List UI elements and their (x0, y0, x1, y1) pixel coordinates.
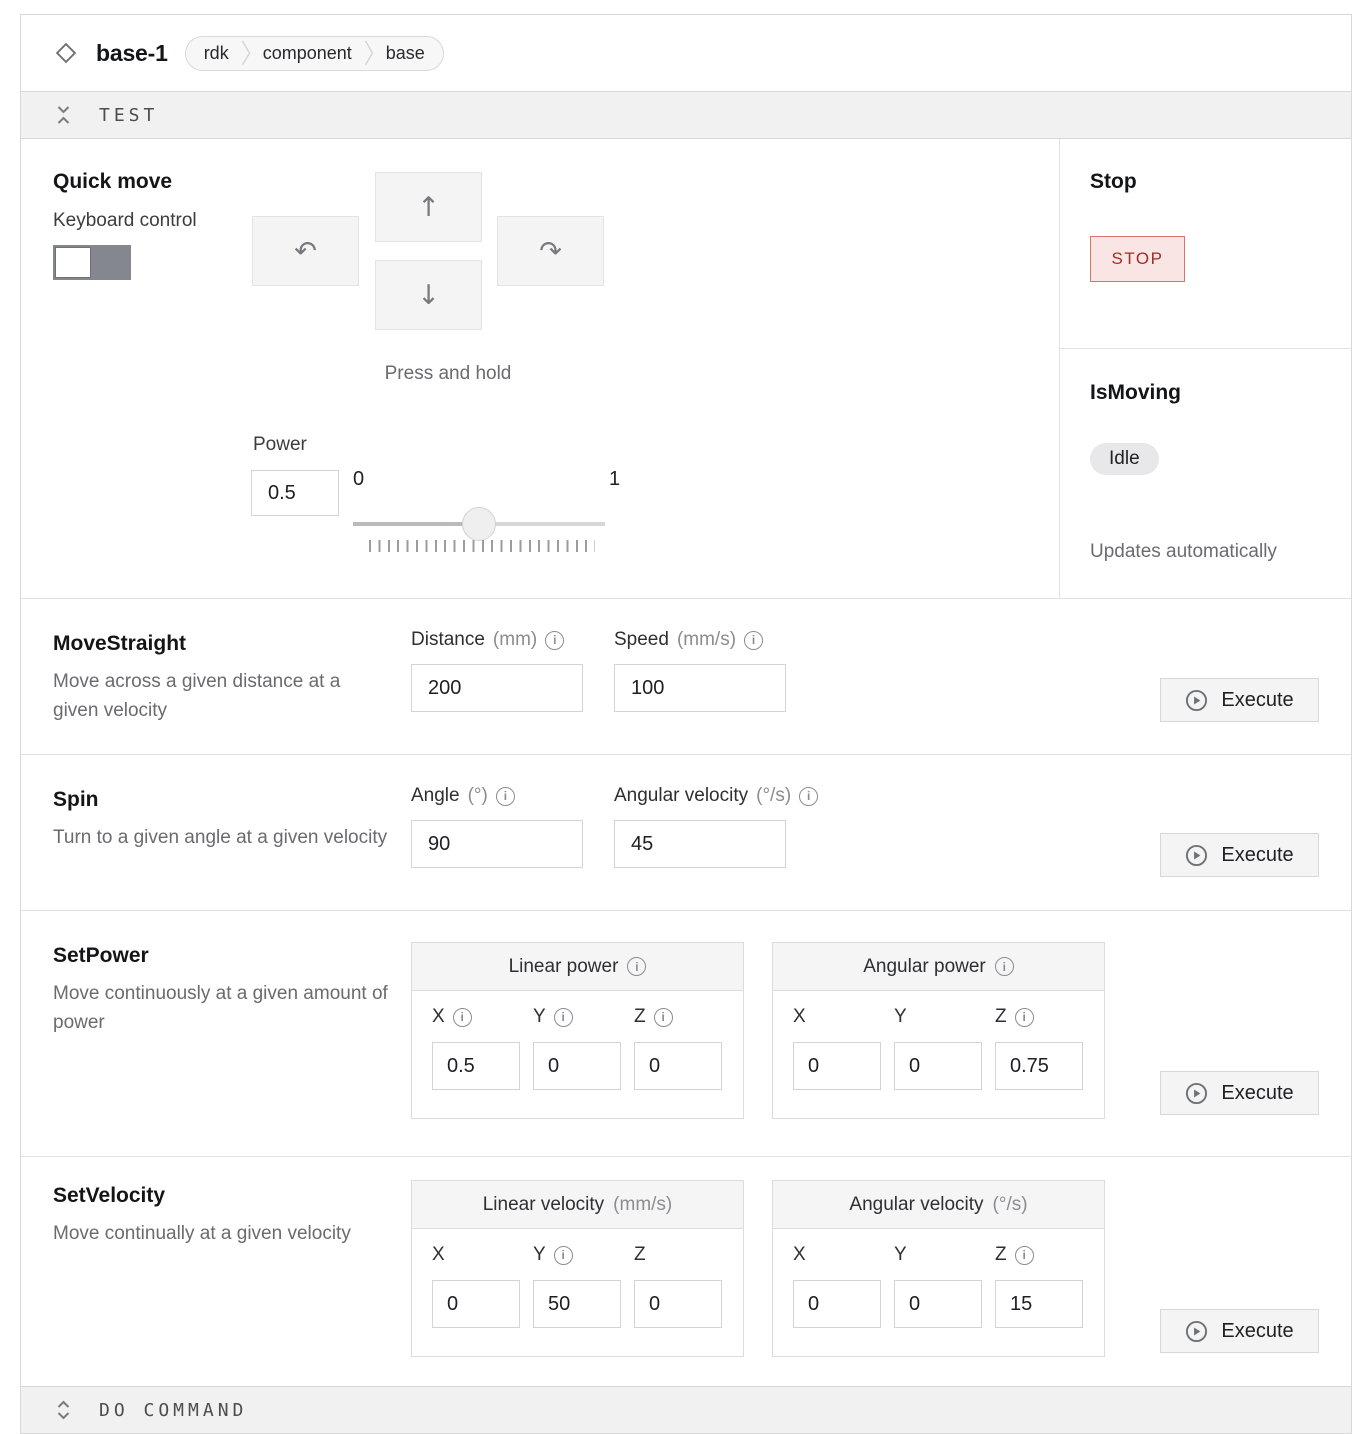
distance-input[interactable] (411, 664, 583, 712)
axis-y (533, 1005, 621, 1090)
linear-velocity-group (411, 1180, 744, 1357)
info-icon[interactable]: i (995, 957, 1014, 976)
test-section-label: TEST (99, 104, 159, 126)
breadcrumb (185, 36, 444, 71)
axis-y (533, 1243, 621, 1328)
angle-unit: (°) (467, 785, 488, 806)
setpower-description: Move continuously at a given amount of power (53, 983, 388, 1033)
breadcrumb-item: rdk (203, 42, 229, 63)
axis-y (894, 1005, 982, 1090)
execute-label: Execute (1221, 688, 1294, 711)
component-title: base-1 (96, 39, 168, 66)
play-icon (1185, 1320, 1208, 1343)
angular-power-group-title: Angular power (863, 955, 986, 977)
setvelocity-title: SetVelocity (53, 1184, 166, 1207)
axis-y (894, 1243, 982, 1328)
power-label: Power (253, 434, 307, 455)
slider-max-label: 1 (609, 468, 621, 490)
breadcrumb-separator-icon (241, 39, 251, 67)
quick-move-panel (21, 139, 1059, 598)
angular-power-x-input[interactable] (793, 1042, 881, 1090)
axis-x (793, 1005, 881, 1090)
move-backward-button[interactable] (375, 260, 482, 330)
angular-velocity-group-title: Angular velocity (849, 1193, 984, 1215)
info-icon[interactable]: i (545, 631, 564, 650)
breadcrumb-separator-icon (364, 39, 374, 67)
rotate-counterclockwise-icon: ↶ (294, 235, 317, 267)
arrow-up-icon: ↑ (417, 191, 440, 223)
execute-label: Execute (1221, 843, 1294, 866)
spin-execute-button[interactable] (1160, 833, 1319, 877)
angular-velocity-group (772, 1180, 1105, 1357)
info-icon[interactable]: i (453, 1008, 472, 1027)
breadcrumb-item: component (262, 42, 352, 63)
setpower-row (21, 910, 1351, 1156)
power-slider-ticks (369, 540, 595, 552)
linear-power-z-input[interactable] (634, 1042, 722, 1090)
axis-z (995, 1243, 1083, 1328)
breadcrumb-item: base (385, 42, 425, 63)
ismoving-status-badge: Idle (1090, 443, 1159, 475)
play-icon (1185, 844, 1208, 867)
linear-velocity-group-unit: (mm/s) (613, 1193, 673, 1215)
angle-label: Angle (411, 785, 460, 806)
collapse-icon[interactable] (56, 104, 71, 126)
stop-title: Stop (1090, 170, 1137, 193)
angular-velocity-label: Angular velocity (614, 785, 749, 806)
setpower-title: SetPower (53, 944, 149, 967)
movestraight-row (21, 598, 1351, 754)
info-icon[interactable]: i (554, 1246, 573, 1265)
linear-velocity-x-input[interactable] (432, 1280, 520, 1328)
spin-description: Turn to a given angle at a given velocity (53, 827, 388, 848)
linear-power-group-title: Linear power (508, 955, 619, 977)
press-and-hold-hint: Press and hold (384, 363, 512, 384)
toggle-knob (55, 247, 91, 278)
movestraight-title: MoveStraight (53, 632, 187, 655)
speed-unit: (mm/s) (676, 629, 737, 650)
setpower-execute-button[interactable] (1160, 1071, 1319, 1115)
axis-z (995, 1005, 1083, 1090)
axis-label: Z (634, 1244, 646, 1265)
info-icon[interactable]: i (554, 1008, 573, 1027)
ismoving-title: IsMoving (1090, 381, 1182, 404)
quick-move-title: Quick move (53, 170, 173, 193)
move-forward-button[interactable] (375, 172, 482, 242)
base-component-icon (53, 40, 79, 66)
linear-power-group (411, 942, 744, 1119)
axis-label: Y (894, 1006, 907, 1027)
angular-velocity-y-input[interactable] (894, 1280, 982, 1328)
setvelocity-description: Move continually at a given velocity (53, 1223, 351, 1244)
angle-input[interactable] (411, 820, 583, 868)
arrow-down-icon: ↓ (417, 279, 440, 311)
angular-power-y-input[interactable] (894, 1042, 982, 1090)
movestraight-description: Move across a given distance at a given velocity (53, 671, 341, 721)
do-command-section-label: DO COMMAND (99, 1399, 248, 1421)
axis-x (432, 1243, 520, 1328)
angular-velocity-z-input[interactable] (995, 1280, 1083, 1328)
linear-velocity-z-input[interactable] (634, 1280, 722, 1328)
play-icon (1185, 689, 1208, 712)
keyboard-control-toggle[interactable] (53, 245, 131, 280)
ismoving-panel (1060, 349, 1351, 598)
info-icon[interactable]: i (744, 631, 763, 650)
angular-velocity-group-unit: (°/s) (992, 1193, 1028, 1215)
speed-label: Speed (614, 629, 669, 650)
angle-field (411, 784, 583, 868)
distance-label: Distance (411, 629, 485, 650)
info-icon[interactable]: i (1015, 1008, 1034, 1027)
distance-unit: (mm) (492, 629, 538, 650)
power-slider-handle[interactable] (462, 507, 496, 541)
angular-velocity-x-input[interactable] (793, 1280, 881, 1328)
rotate-clockwise-icon: ↷ (539, 235, 562, 267)
rotate-clockwise-button[interactable] (497, 216, 604, 286)
info-icon[interactable]: i (627, 957, 646, 976)
ismoving-note: Updates automatically (1090, 541, 1277, 562)
speed-field (614, 628, 786, 712)
component-card (20, 14, 1352, 1434)
linear-power-x-input[interactable] (432, 1042, 520, 1090)
linear-velocity-y-input[interactable] (533, 1280, 621, 1328)
info-icon[interactable]: i (654, 1008, 673, 1027)
setvelocity-execute-button[interactable] (1160, 1309, 1319, 1353)
test-section-header[interactable] (21, 91, 1351, 138)
axis-label: Y (894, 1244, 907, 1265)
angular-velocity-input[interactable] (614, 820, 786, 868)
axis-label: Y (533, 1006, 546, 1027)
component-header (21, 15, 1351, 91)
movestraight-execute-button[interactable] (1160, 678, 1319, 722)
axis-label: Y (533, 1244, 546, 1265)
do-command-section-header[interactable] (21, 1386, 1351, 1433)
linear-velocity-group-title: Linear velocity (482, 1193, 605, 1215)
axis-label: X (793, 1006, 806, 1027)
test-panel-top-row (21, 138, 1351, 598)
stop-panel (1060, 139, 1351, 349)
axis-x (793, 1243, 881, 1328)
slider-min-label: 0 (353, 468, 365, 490)
axis-z (634, 1005, 722, 1090)
execute-label: Execute (1221, 1081, 1294, 1104)
keyboard-control-label: Keyboard control (53, 210, 197, 231)
execute-label: Execute (1221, 1319, 1294, 1342)
speed-input[interactable] (614, 664, 786, 712)
play-icon (1185, 1082, 1208, 1105)
status-column (1059, 139, 1351, 598)
distance-field (411, 628, 583, 712)
axis-label: X (793, 1244, 806, 1265)
linear-power-y-input[interactable] (533, 1042, 621, 1090)
axis-z (634, 1243, 722, 1328)
spin-row (21, 754, 1351, 910)
info-icon[interactable]: i (1015, 1246, 1034, 1265)
axis-label: X (432, 1244, 445, 1265)
axis-label: Z (634, 1006, 646, 1027)
axis-label: Z (995, 1006, 1007, 1027)
angular-velocity-field (614, 784, 818, 868)
angular-velocity-unit: (°/s) (756, 785, 792, 806)
info-icon[interactable]: i (496, 787, 515, 806)
setvelocity-row (21, 1156, 1351, 1386)
expand-icon[interactable] (56, 1398, 71, 1422)
axis-label: X (432, 1006, 445, 1027)
axis-x (432, 1005, 520, 1090)
stop-button[interactable]: STOP (1090, 236, 1185, 282)
info-icon[interactable]: i (799, 787, 818, 806)
angular-power-z-input[interactable] (995, 1042, 1083, 1090)
axis-label: Z (995, 1244, 1007, 1265)
rotate-counterclockwise-button[interactable] (252, 216, 359, 286)
spin-title: Spin (53, 788, 99, 811)
power-input[interactable] (251, 470, 339, 516)
angular-power-group (772, 942, 1105, 1119)
